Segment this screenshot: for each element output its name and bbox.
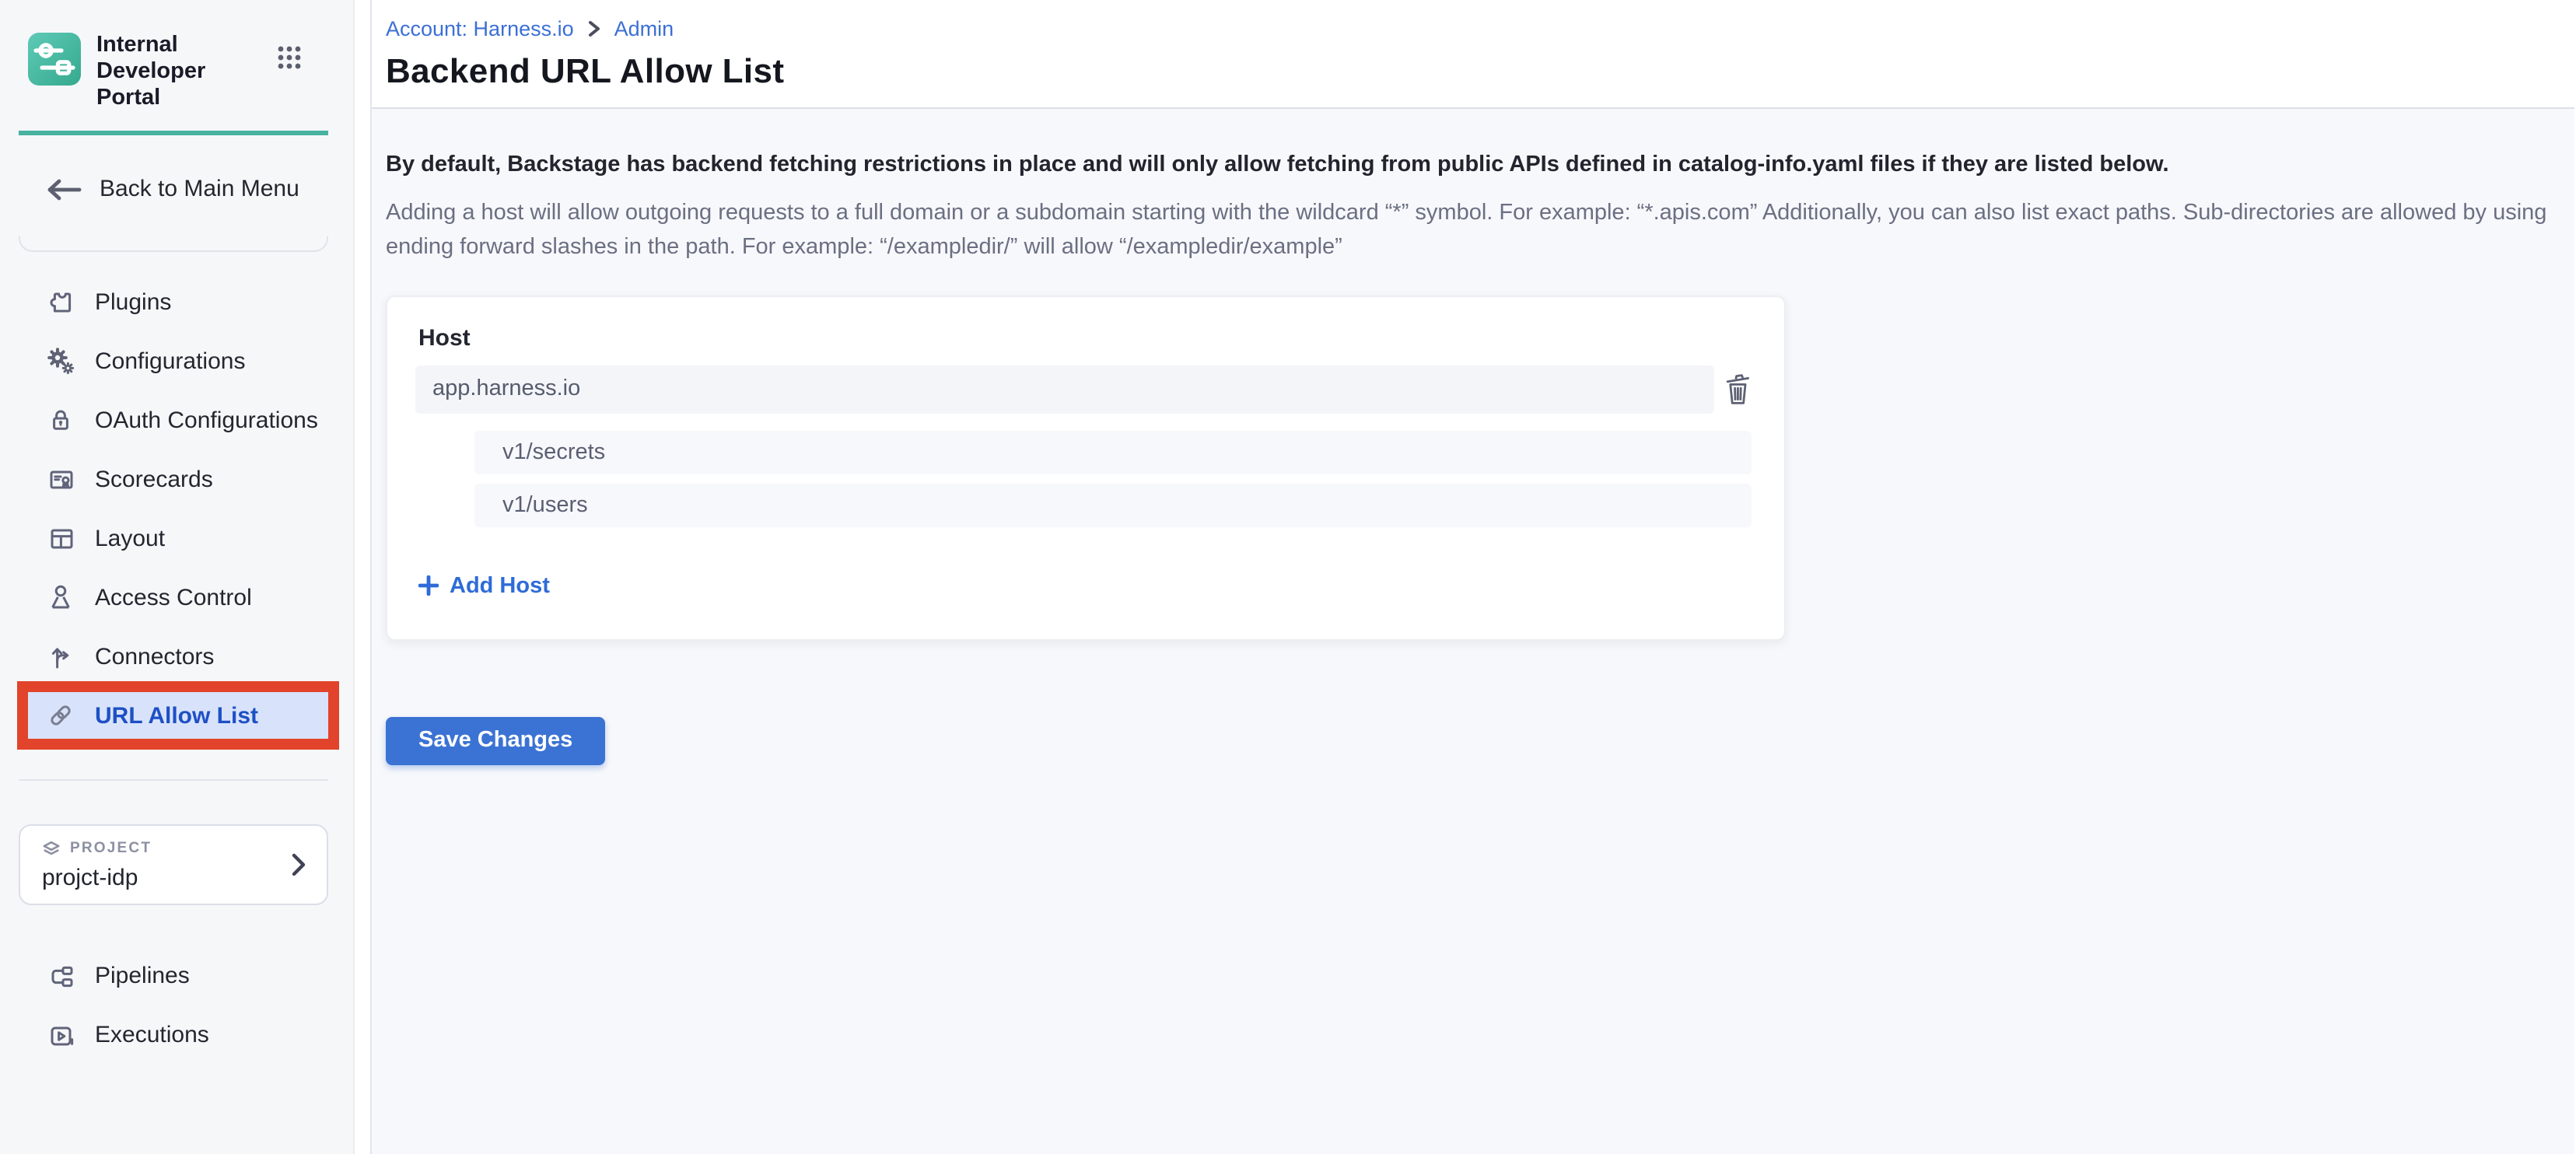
pipelines-icon (47, 963, 75, 991)
link-icon (47, 701, 75, 729)
lock-icon (47, 407, 75, 435)
page-header (372, 0, 2574, 109)
delete-host-button[interactable] (1725, 373, 1753, 406)
sidebar-item-label: Scorecards (95, 466, 213, 493)
sidebar-divider (19, 779, 328, 781)
project-label-row (42, 840, 327, 859)
sidebar-bottom-nav (0, 947, 353, 1065)
page-title: Backend URL Allow List (386, 51, 785, 90)
sidebar-item-connectors[interactable] (0, 628, 353, 687)
sidebar-item-label: Configurations (95, 348, 246, 375)
chevron-right-icon (291, 852, 306, 877)
person-icon (47, 584, 75, 612)
sidebar-item-oauth-configurations[interactable] (0, 391, 353, 450)
breadcrumb-account-link[interactable]: Account: Harness.io (386, 17, 574, 40)
sidebar-item-configurations[interactable] (0, 332, 353, 391)
highlight-annotation (16, 682, 339, 750)
add-host-button[interactable] (418, 574, 550, 599)
teal-accent-rule (19, 131, 328, 136)
sidebar-item-access-control[interactable] (0, 568, 353, 628)
branch-arrows-icon (47, 643, 75, 671)
back-arrow-icon (45, 179, 82, 201)
sidebar-item-label: URL Allow List (95, 702, 258, 729)
sidebar-item-plugins[interactable] (0, 273, 353, 332)
host-input[interactable]: app.harness.io (415, 365, 1714, 414)
main-area (370, 0, 2574, 1154)
apps-grid-icon[interactable] (277, 45, 302, 70)
breadcrumb-chevron-icon (588, 20, 600, 37)
sidebar-item-label: Plugins (95, 288, 172, 316)
layers-icon (42, 840, 61, 859)
host-allow-list-card (386, 295, 1786, 641)
project-name: projct-idp (42, 864, 138, 891)
executions-icon (47, 1022, 75, 1050)
sidebar-item-scorecards[interactable] (0, 450, 353, 509)
host-column-header: Host (418, 324, 471, 351)
add-host-label: Add Host (450, 573, 550, 599)
trash-icon (1725, 373, 1753, 406)
gears-icon (47, 348, 75, 376)
plus-icon (418, 576, 439, 596)
sidebar-section-divider (19, 237, 328, 253)
sidebar-item-label: Executions (95, 1022, 209, 1049)
puzzle-icon (47, 288, 75, 316)
sidebar-item-label: Connectors (95, 643, 215, 670)
sidebar-item-layout[interactable] (0, 509, 353, 568)
sidebar-item-label: Pipelines (95, 963, 190, 990)
sidebar-item-label: Layout (95, 525, 166, 552)
path-input[interactable]: v1/secrets (474, 431, 1752, 474)
scorecard-icon (47, 466, 75, 494)
breadcrumb (386, 17, 2574, 40)
idp-logo-icon (28, 33, 81, 86)
sidebar (0, 0, 355, 1154)
path-input[interactable]: v1/users (474, 484, 1752, 527)
breadcrumb-admin-link[interactable]: Admin (614, 17, 674, 40)
page-content (372, 109, 2574, 765)
layout-icon (47, 525, 75, 553)
back-label: Back to Main Menu (100, 176, 299, 203)
sidebar-item-url-allow-list[interactable] (27, 693, 328, 739)
sidebar-nav (0, 273, 353, 750)
sidebar-item-executions[interactable] (0, 1006, 353, 1065)
project-selector[interactable] (19, 824, 328, 905)
intro-detail-text: Adding a host will allow outgoing requests to a full domain or a subdomain starting with the wildcard “*” symbol. For example: “*.apis.com” Additionally, you can also list exact paths. Sub-directories are allowed by using ending forward slashes in the path. For example: “/exampledir/” will allow “/exampledir/example” (386, 201, 2547, 261)
intro-bold-text: By default, Backstage has backend fetching restrictions in place and will only allow fetching from public APIs defined in catalog-info.yaml files if they are listed below. (386, 152, 2169, 177)
back-to-main-menu[interactable] (45, 177, 353, 203)
sidebar-item-label: OAuth Configurations (95, 407, 318, 434)
save-changes-button[interactable]: Save Changes (386, 717, 605, 765)
app-title: Internal Developer Portal (96, 33, 206, 111)
sidebar-item-label: Access Control (95, 584, 252, 611)
sidebar-item-pipelines[interactable] (0, 947, 353, 1006)
host-row (415, 365, 1753, 414)
logo-row (0, 0, 353, 113)
project-label: PROJECT (70, 840, 152, 858)
